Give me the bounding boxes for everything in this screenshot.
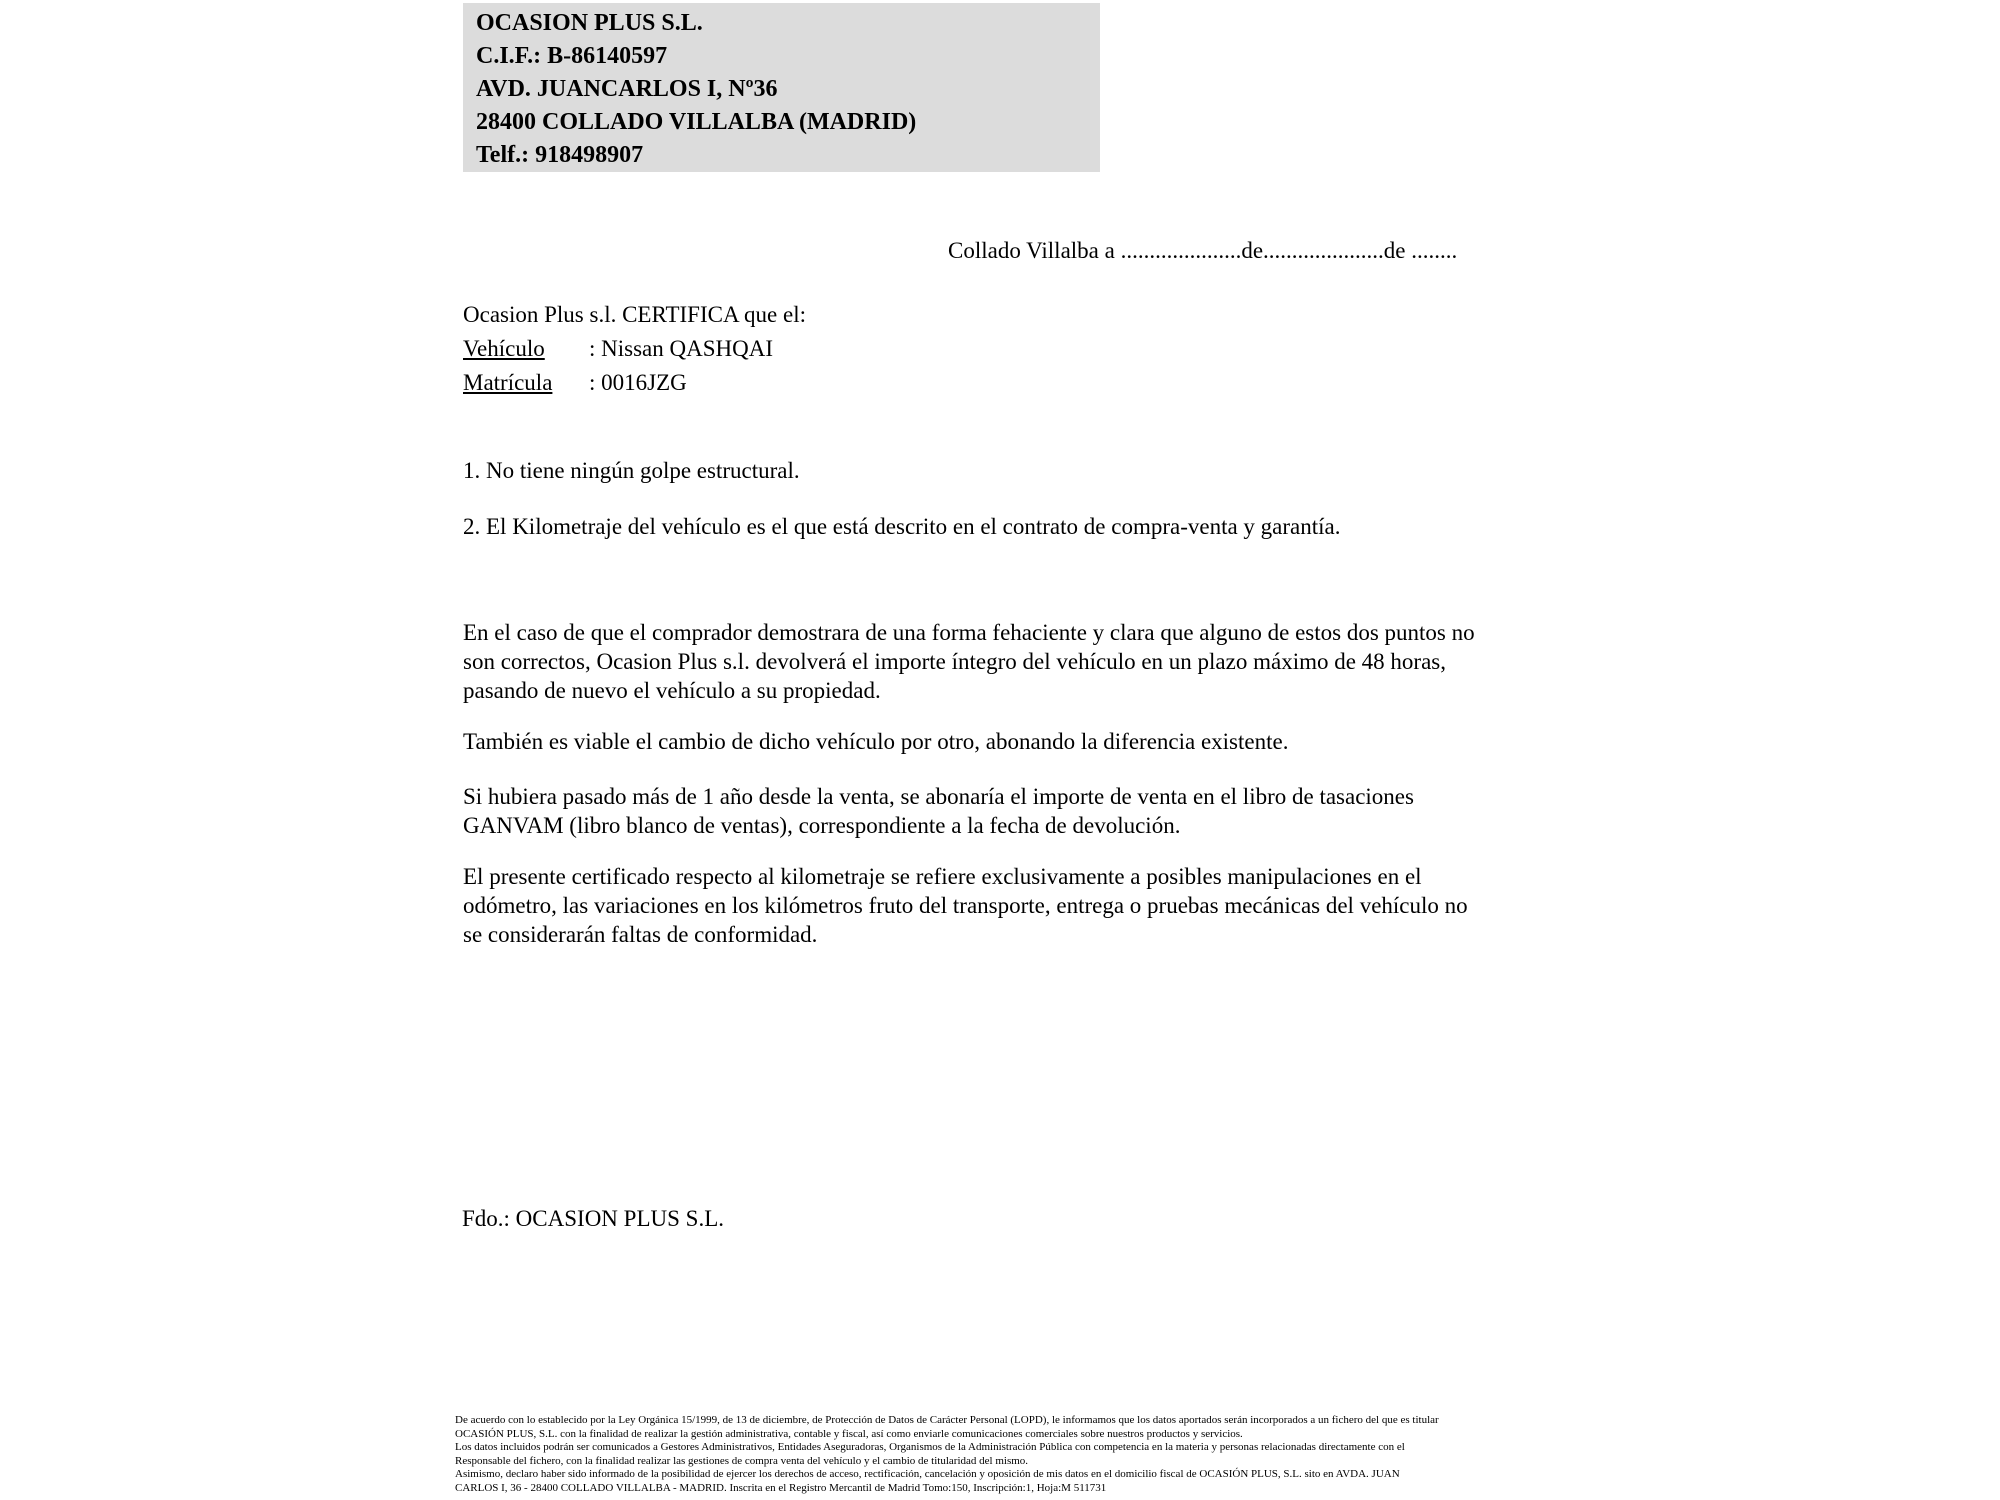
clause-1-line: 1. No tiene ningún golpe estructural. xyxy=(463,458,800,483)
legal-line-6: CARLOS I, 36 - 28400 COLLADO VILLALBA - MADRID. Inscrita en el Registro Mercantil de Madrid Tomo:150, Inscripción:1, Hoja:M 511731 xyxy=(455,1481,1107,1494)
vehicle-field-label: Vehículo xyxy=(463,336,545,361)
plate-field-label: Matrícula xyxy=(463,370,553,395)
company-name: OCASION PLUS S.L. xyxy=(476,10,703,36)
legal-line-3: Los datos incluidos podrán ser comunicados a Gestores Administrativos, Entidades Aseguradoras, Organismos de la Administración Pública con competencia en la materia y personas relacionadas directamente con el xyxy=(455,1441,1405,1454)
company-phone: Telf.: 918498907 xyxy=(476,142,644,168)
ganvam-line-1: Si hubiera pasado más de 1 año desde la venta, se abonaría el importe de venta en el libro de tasaciones xyxy=(463,784,1414,809)
company-address: AVD. JUANCARLOS I, Nº36 xyxy=(476,76,778,102)
legal-line-1: De acuerdo con lo establecido por la Ley Orgánica 15/1999, de 13 de diciembre, de Protección de Datos de Carácter Personal (LOPD), le informamos que los datos aportados serán incorporados a un fichero del que es titular xyxy=(455,1414,1439,1426)
exchange-line: También es viable el cambio de dicho vehículo por otro, abonando la diferencia existente. xyxy=(463,729,1289,754)
vehicle-field-row xyxy=(463,332,806,366)
certify-intro: Ocasion Plus s.l. CERTIFICA que el: xyxy=(463,302,806,327)
company-city: 28400 COLLADO VILLALBA (MADRID) xyxy=(476,109,917,135)
ganvam-line-2: GANVAM (libro blanco de ventas), correspondiente a la fecha de devolución. xyxy=(463,813,1181,838)
date-line: Collado Villalba a .....................de.....................de ........ xyxy=(948,238,1458,263)
clause-2-paragraph xyxy=(463,512,1340,541)
legal-line-5: Asimismo, declaro haber sido informado de la posibilidad de ejercer los derechos de acceso, rectificación, cancelación y oposición de mis datos en el domicilio fiscal de OCASIÓN PLUS, S.L. sito en AVDA. JUAN xyxy=(455,1468,1400,1481)
legal-line-4: Responsable del fichero, con la finalidad realizar las gestiones de compra venta del vehículo y el cambio de titularidad del mismo. xyxy=(455,1454,1029,1467)
vehicle-field-value: : Nissan QASHQAI xyxy=(589,336,773,361)
refund-line-3: pasando de nuevo el vehículo a su propiedad. xyxy=(463,678,881,703)
refund-line-1: En el caso de que el comprador demostrara de una forma fehaciente y clara que alguno de estos dos puntos no xyxy=(463,620,1475,645)
odometer-line-1: El presente certificado respecto al kilometraje se refiere exclusivamente a posibles manipulaciones en el xyxy=(463,864,1422,889)
letterhead-block xyxy=(463,3,1100,172)
odometer-line-3: se considerarán faltas de conformidad. xyxy=(463,922,818,947)
exchange-paragraph xyxy=(463,727,1288,756)
company-cif: C.I.F.: B-86140597 xyxy=(476,43,668,69)
signature-line: Fdo.: OCASION PLUS S.L. xyxy=(462,1206,724,1231)
odometer-paragraph xyxy=(463,862,1468,949)
plate-field-value: : 0016JZG xyxy=(589,370,687,395)
plate-field-row xyxy=(463,366,806,400)
clause-2-line: 2. El Kilometraje del vehículo es el que está descrito en el contrato de compra-venta y garantía. xyxy=(463,514,1341,539)
refund-paragraph xyxy=(463,618,1475,705)
odometer-line-2: odómetro, las variaciones en los kilómetros fruto del transporte, entrega o pruebas mecánicas del vehículo no xyxy=(463,893,1468,918)
legal-line-2: OCASIÓN PLUS, S.L. con la finalidad de realizar la gestión administrativa, contable y fiscal, así como enviarle comunicaciones comerciales sobre nuestros productos y servicios. xyxy=(455,1427,1243,1440)
refund-line-2: son correctos, Ocasion Plus s.l. devolverá el importe íntegro del vehículo en un plazo máximo de 48 horas, xyxy=(463,649,1447,674)
certification-block xyxy=(463,298,806,400)
legal-notice-block xyxy=(455,1414,1439,1496)
ganvam-paragraph xyxy=(463,782,1414,840)
clause-1-paragraph xyxy=(463,456,800,485)
